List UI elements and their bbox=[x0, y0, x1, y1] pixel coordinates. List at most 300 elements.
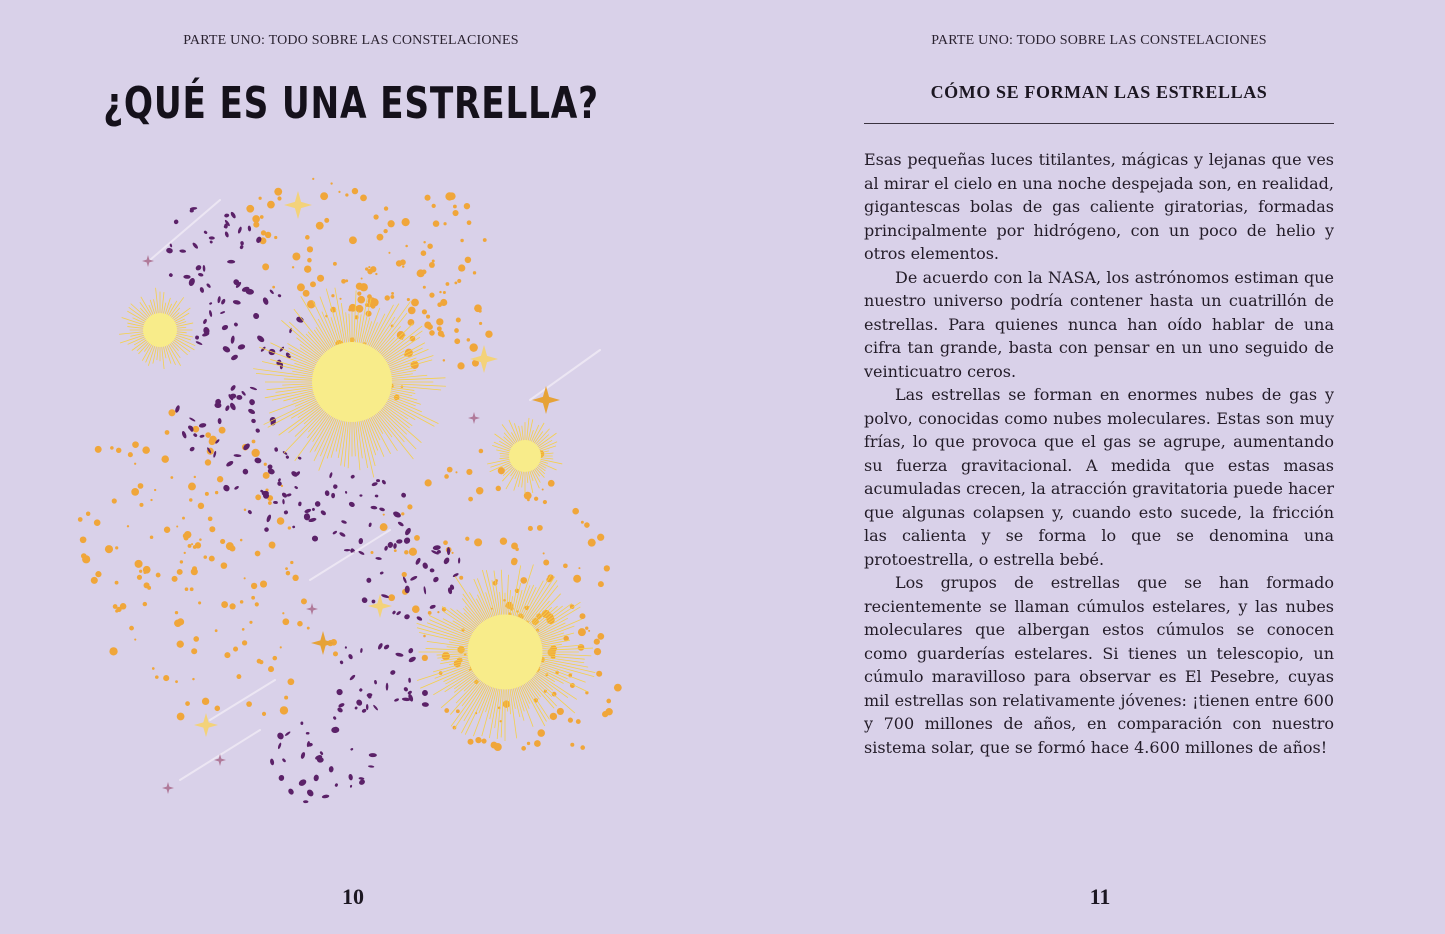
orange-dust-dot bbox=[229, 545, 235, 551]
orange-dust-dot bbox=[255, 551, 261, 557]
orange-dust-dot bbox=[221, 601, 228, 608]
orange-dust-dot bbox=[307, 258, 312, 263]
orange-dust-dot bbox=[543, 560, 549, 566]
sparkle-star-icon bbox=[162, 782, 174, 794]
orange-dust-dot bbox=[447, 467, 453, 473]
purple-dust-dot bbox=[423, 586, 426, 594]
right-page bbox=[723, 0, 1445, 934]
orange-dust-dot bbox=[113, 604, 118, 609]
purple-dust-dot bbox=[396, 610, 402, 616]
orange-dust-dot bbox=[259, 660, 263, 664]
orange-dust-dot bbox=[110, 446, 114, 450]
orange-dust-dot bbox=[139, 503, 143, 507]
orange-dust-dot bbox=[244, 508, 247, 511]
orange-dust-dot bbox=[333, 651, 338, 656]
orange-dust-dot bbox=[361, 277, 363, 279]
orange-dust-dot bbox=[409, 548, 417, 556]
purple-dust-dot bbox=[339, 531, 347, 537]
orange-dust-dot bbox=[341, 279, 346, 284]
purple-dust-dot bbox=[206, 283, 212, 289]
purple-dust-dot bbox=[403, 686, 409, 692]
purple-dust-dot bbox=[348, 501, 356, 508]
orange-dust-dot bbox=[242, 628, 245, 631]
purple-dust-dot bbox=[358, 550, 365, 555]
purple-dust-dot bbox=[350, 748, 354, 751]
orange-dust-dot bbox=[307, 627, 310, 630]
orange-dust-dot bbox=[198, 503, 204, 509]
orange-dust-dot bbox=[345, 279, 348, 282]
orange-dust-dot bbox=[268, 666, 274, 672]
starfield-illustration bbox=[60, 160, 690, 820]
purple-dust-dot bbox=[266, 514, 272, 523]
orange-dust-dot bbox=[404, 550, 408, 554]
orange-dust-dot bbox=[401, 512, 404, 515]
orange-dust-dot bbox=[177, 641, 184, 648]
orange-dust-dot bbox=[304, 265, 311, 272]
orange-dust-dot bbox=[568, 718, 573, 723]
purple-dust-dot bbox=[361, 708, 367, 713]
orange-dust-dot bbox=[170, 476, 173, 479]
orange-dust-dot bbox=[454, 328, 459, 333]
orange-dust-dot bbox=[425, 479, 432, 486]
orange-dust-dot bbox=[192, 678, 194, 680]
orange-dust-dot bbox=[263, 472, 270, 479]
orange-dust-dot bbox=[259, 197, 262, 200]
purple-dust-dot bbox=[322, 794, 330, 799]
orange-dust-dot bbox=[548, 480, 555, 487]
purple-dust-dot bbox=[403, 613, 410, 620]
orange-dust-dot bbox=[208, 517, 213, 522]
purple-dust-dot bbox=[334, 783, 338, 787]
orange-dust-dot bbox=[185, 701, 190, 706]
orange-dust-dot bbox=[422, 655, 428, 661]
orange-dust-dot bbox=[260, 580, 267, 587]
orange-dust-dot bbox=[383, 514, 385, 516]
orange-dust-dot bbox=[427, 324, 433, 330]
orange-dust-dot bbox=[468, 739, 474, 745]
purple-dust-dot bbox=[355, 698, 363, 706]
orange-dust-dot bbox=[105, 545, 113, 553]
running-head-right: PARTE UNO: TODO SOBRE LAS CONSTELACIONES bbox=[931, 33, 1267, 48]
sparkle-star-icon bbox=[306, 603, 318, 615]
purple-dust-dot bbox=[333, 484, 339, 490]
purple-dust-dot bbox=[240, 241, 244, 246]
purple-dust-dot bbox=[189, 446, 196, 452]
purple-dust-dot bbox=[218, 418, 222, 424]
purple-dust-dot bbox=[430, 568, 435, 572]
orange-dust-dot bbox=[331, 294, 334, 297]
orange-dust-dot bbox=[139, 570, 142, 573]
sparkle-star-icon bbox=[532, 386, 560, 414]
orange-dust-dot bbox=[576, 719, 581, 724]
body-text bbox=[864, 148, 1334, 759]
orange-dust-dot bbox=[301, 598, 307, 604]
purple-dust-dot bbox=[415, 557, 422, 565]
orange-dust-dot bbox=[527, 499, 530, 502]
orange-dust-dot bbox=[407, 504, 412, 509]
orange-dust-dot bbox=[423, 286, 426, 289]
purple-dust-dot bbox=[222, 484, 231, 493]
orange-dust-dot bbox=[365, 267, 368, 270]
purple-dust-dot bbox=[324, 490, 330, 496]
orange-dust-dot bbox=[532, 618, 539, 625]
orange-dust-dot bbox=[81, 553, 87, 559]
orange-dust-dot bbox=[127, 525, 129, 527]
purple-dust-dot bbox=[395, 652, 404, 657]
purple-dust-dot bbox=[224, 405, 230, 412]
purple-dust-dot bbox=[369, 753, 377, 757]
purple-dust-dot bbox=[400, 492, 407, 499]
purple-dust-dot bbox=[345, 646, 348, 649]
orange-dust-dot bbox=[194, 476, 196, 478]
purple-dust-dot bbox=[312, 508, 316, 512]
orange-dust-dot bbox=[457, 362, 464, 369]
paragraph-4: Los grupos de estrellas que se han formado recientemente se llaman cúmulos estelares, y las nubes moleculares que albergan estos cúmulos se conocen como guarderías estelares. Si tienes un telescopio, un cúmulo maravilloso para observar es El Pesebre, cuyas mil estrellas son relativamente jóvenes: ¡tienen entre 600 y 700 millones de años, en comparación con nuestro sistema solar, que se formó hace 4.600 millones de años! bbox=[864, 573, 1334, 757]
purple-dust-dot bbox=[254, 457, 262, 464]
orange-dust-dot bbox=[277, 196, 281, 200]
orange-dust-dot bbox=[246, 205, 254, 213]
orange-dust-dot bbox=[262, 712, 266, 716]
orange-dust-dot bbox=[458, 264, 465, 271]
orange-dust-dot bbox=[205, 492, 209, 496]
orange-dust-dot bbox=[286, 571, 290, 575]
sparkle-star-icon bbox=[214, 754, 226, 766]
purple-dust-dot bbox=[232, 299, 241, 305]
purple-dust-dot bbox=[225, 460, 234, 468]
purple-dust-dot bbox=[381, 479, 387, 485]
orange-dust-dot bbox=[172, 576, 178, 582]
orange-dust-dot bbox=[604, 565, 610, 571]
orange-dust-dot bbox=[191, 543, 193, 545]
orange-dust-dot bbox=[292, 266, 294, 268]
orange-dust-dot bbox=[348, 308, 351, 311]
orange-dust-dot bbox=[193, 636, 199, 642]
orange-dust-dot bbox=[356, 305, 364, 313]
orange-dust-dot bbox=[236, 674, 241, 679]
orange-dust-dot bbox=[219, 427, 226, 434]
orange-dust-dot bbox=[190, 587, 194, 591]
purple-dust-dot bbox=[393, 543, 397, 549]
orange-dust-dot bbox=[422, 309, 427, 314]
orange-dust-dot bbox=[242, 640, 247, 645]
orange-dust-dot bbox=[220, 539, 225, 544]
purple-dust-dot bbox=[276, 731, 285, 740]
orange-dust-dot bbox=[199, 538, 202, 541]
orange-dust-dot bbox=[134, 463, 136, 465]
purple-dust-dot bbox=[422, 562, 429, 570]
orange-dust-dot bbox=[437, 611, 439, 613]
orange-dust-dot bbox=[177, 569, 183, 575]
orange-dust-dot bbox=[297, 621, 303, 627]
purple-dust-dot bbox=[273, 501, 278, 504]
purple-dust-dot bbox=[282, 758, 287, 763]
purple-dust-dot bbox=[383, 644, 390, 651]
orange-dust-dot bbox=[249, 621, 252, 624]
orange-dust-dot bbox=[534, 497, 538, 501]
purple-dust-dot bbox=[278, 774, 285, 781]
purple-dust-dot bbox=[209, 240, 213, 244]
purple-dust-dot bbox=[350, 785, 353, 788]
purple-dust-dot bbox=[290, 470, 298, 478]
orange-dust-dot bbox=[188, 483, 196, 491]
purple-dust-dot bbox=[208, 310, 212, 317]
purple-dust-dot bbox=[359, 688, 364, 693]
orange-dust-dot bbox=[240, 600, 244, 604]
orange-dust-dot bbox=[292, 575, 298, 581]
orange-dust-dot bbox=[150, 499, 152, 501]
orange-dust-dot bbox=[443, 359, 445, 361]
orange-dust-dot bbox=[479, 449, 484, 454]
purple-dust-dot bbox=[345, 491, 348, 494]
orange-dust-dot bbox=[144, 582, 150, 588]
orange-dust-dot bbox=[78, 517, 83, 522]
orange-dust-dot bbox=[572, 508, 579, 515]
orange-dust-dot bbox=[338, 191, 340, 193]
purple-dust-dot bbox=[358, 777, 364, 780]
purple-dust-dot bbox=[199, 287, 205, 294]
orange-dust-dot bbox=[290, 561, 293, 564]
orange-dust-dot bbox=[522, 578, 524, 580]
orange-dust-dot bbox=[474, 304, 482, 312]
orange-dust-dot bbox=[439, 291, 441, 293]
orange-dust-dot bbox=[274, 188, 282, 196]
purple-dust-dot bbox=[183, 275, 190, 279]
orange-dust-dot bbox=[86, 512, 90, 516]
orange-dust-dot bbox=[441, 334, 445, 338]
purple-dust-dot bbox=[173, 219, 179, 225]
orange-dust-dot bbox=[408, 319, 415, 326]
orange-dust-dot bbox=[134, 639, 136, 641]
orange-dust-dot bbox=[132, 441, 139, 448]
orange-dust-dot bbox=[465, 537, 469, 541]
orange-dust-dot bbox=[391, 292, 394, 295]
orange-dust-dot bbox=[578, 567, 580, 569]
purple-dust-dot bbox=[247, 408, 256, 415]
orange-dust-dot bbox=[284, 696, 288, 700]
purple-dust-dot bbox=[359, 494, 362, 496]
orange-dust-dot bbox=[394, 549, 397, 552]
purple-dust-dot bbox=[358, 538, 363, 545]
orange-dust-dot bbox=[371, 551, 374, 554]
orange-dust-dot bbox=[168, 409, 175, 416]
orange-dust-dot bbox=[192, 566, 197, 571]
orange-dust-dot bbox=[614, 684, 622, 692]
purple-dust-dot bbox=[298, 501, 302, 506]
purple-dust-dot bbox=[298, 778, 308, 787]
purple-dust-dot bbox=[458, 557, 461, 563]
orange-dust-dot bbox=[483, 238, 487, 242]
orange-dust-dot bbox=[453, 205, 457, 209]
purple-dust-dot bbox=[252, 312, 260, 320]
orange-dust-dot bbox=[400, 259, 406, 265]
orange-dust-dot bbox=[475, 737, 481, 743]
purple-dust-dot bbox=[403, 536, 412, 545]
orange-dust-dot bbox=[320, 192, 328, 200]
purple-dust-dot bbox=[304, 508, 312, 514]
orange-dust-dot bbox=[272, 286, 275, 289]
orange-dust-dot bbox=[528, 526, 533, 531]
purple-dust-dot bbox=[255, 428, 261, 434]
orange-dust-dot bbox=[474, 538, 482, 546]
orange-dust-dot bbox=[429, 292, 434, 297]
orange-dust-dot bbox=[385, 295, 390, 300]
purple-dust-dot bbox=[371, 481, 378, 486]
orange-dust-dot bbox=[467, 338, 470, 341]
purple-dust-dot bbox=[408, 678, 411, 683]
orange-dust-dot bbox=[588, 630, 590, 632]
orange-dust-dot bbox=[251, 596, 255, 600]
orange-dust-dot bbox=[373, 214, 378, 219]
orange-dust-dot bbox=[473, 271, 476, 274]
page-number-left: 10 bbox=[342, 884, 364, 909]
purple-dust-dot bbox=[230, 354, 239, 362]
purple-dust-dot bbox=[368, 522, 372, 527]
orange-dust-dot bbox=[503, 700, 510, 707]
purple-dust-dot bbox=[166, 247, 174, 254]
orange-dust-dot bbox=[94, 519, 101, 526]
orange-dust-dot bbox=[305, 235, 310, 240]
orange-dust-dot bbox=[142, 446, 150, 454]
orange-dust-dot bbox=[224, 652, 230, 658]
purple-dust-dot bbox=[181, 430, 187, 439]
orange-dust-dot bbox=[95, 571, 101, 577]
shooting-star-trail bbox=[310, 530, 390, 580]
orange-dust-dot bbox=[205, 459, 211, 465]
orange-dust-dot bbox=[521, 746, 526, 751]
orange-dust-dot bbox=[215, 629, 218, 632]
orange-dust-dot bbox=[184, 552, 186, 554]
purple-dust-dot bbox=[331, 493, 335, 498]
orange-dust-dot bbox=[215, 491, 218, 494]
orange-dust-dot bbox=[188, 544, 192, 548]
orange-dust-dot bbox=[165, 430, 170, 435]
orange-dust-dot bbox=[527, 742, 530, 745]
large-sun-icon bbox=[417, 565, 596, 742]
purple-dust-dot bbox=[397, 521, 404, 527]
orange-dust-dot bbox=[175, 611, 178, 614]
orange-dust-dot bbox=[454, 281, 457, 284]
orange-dust-dot bbox=[112, 498, 117, 503]
orange-dust-dot bbox=[606, 699, 611, 704]
purple-dust-dot bbox=[396, 539, 403, 544]
purple-dust-dot bbox=[168, 272, 173, 277]
orange-dust-dot bbox=[95, 446, 102, 453]
purple-dust-dot bbox=[251, 418, 257, 424]
orange-dust-dot bbox=[412, 605, 420, 613]
purple-dust-dot bbox=[339, 660, 343, 665]
orange-dust-dot bbox=[198, 601, 201, 604]
purple-dust-dot bbox=[269, 289, 275, 295]
orange-dust-dot bbox=[573, 575, 581, 583]
orange-dust-dot bbox=[423, 241, 425, 243]
orange-dust-dot bbox=[244, 577, 246, 579]
orange-dust-dot bbox=[402, 218, 410, 226]
orange-dust-dot bbox=[368, 266, 370, 268]
purple-dust-dot bbox=[247, 509, 252, 515]
purple-dust-dot bbox=[202, 265, 205, 272]
orange-dust-dot bbox=[427, 243, 432, 248]
purple-dust-dot bbox=[209, 302, 213, 305]
purple-dust-dot bbox=[220, 298, 226, 305]
orange-dust-dot bbox=[485, 330, 492, 337]
purple-dust-dot bbox=[350, 474, 355, 479]
orange-dust-dot bbox=[251, 583, 257, 589]
orange-dust-dot bbox=[452, 210, 458, 216]
purple-dust-dot bbox=[284, 731, 291, 737]
orange-dust-dot bbox=[307, 246, 313, 252]
orange-dust-dot bbox=[260, 215, 264, 219]
orange-dust-dot bbox=[432, 259, 435, 262]
purple-dust-dot bbox=[195, 264, 203, 272]
paragraph-2: De acuerdo con la NASA, los astrónomos estiman que nuestro universo podría contener hasta un cuatrillón de estrellas. Para quienes nunca han oído hablar de una cifra tan grande, basta con pensar en un uno seguido de veinticuatro ceros. bbox=[864, 267, 1334, 381]
orange-dust-dot bbox=[287, 678, 294, 685]
purple-dust-dot bbox=[241, 390, 247, 396]
orange-dust-dot bbox=[177, 713, 185, 721]
orange-dust-dot bbox=[414, 535, 420, 541]
orange-dust-dot bbox=[581, 521, 584, 524]
orange-dust-dot bbox=[390, 295, 394, 299]
orange-dust-dot bbox=[377, 234, 384, 241]
orange-dust-dot bbox=[580, 745, 585, 750]
orange-dust-dot bbox=[163, 675, 169, 681]
orange-dust-dot bbox=[202, 698, 209, 705]
orange-dust-dot bbox=[215, 706, 221, 712]
orange-dust-dot bbox=[164, 527, 170, 533]
orange-dust-dot bbox=[366, 311, 372, 317]
section-heading: CÓMO SE FORMAN LAS ESTRELLAS bbox=[930, 82, 1268, 102]
orange-dust-dot bbox=[563, 563, 568, 568]
purple-dust-dot bbox=[360, 648, 363, 653]
purple-dust-dot bbox=[372, 600, 376, 604]
orange-dust-dot bbox=[288, 526, 291, 529]
orange-dust-dot bbox=[388, 220, 395, 227]
purple-dust-dot bbox=[283, 510, 288, 515]
orange-dust-dot bbox=[456, 317, 461, 322]
purple-dust-dot bbox=[193, 433, 198, 438]
orange-dust-dot bbox=[557, 708, 564, 715]
orange-dust-dot bbox=[597, 534, 604, 541]
orange-dust-dot bbox=[217, 476, 223, 482]
orange-dust-dot bbox=[185, 587, 189, 591]
purple-dust-dot bbox=[335, 688, 343, 696]
orange-dust-dot bbox=[180, 560, 183, 563]
purple-dust-dot bbox=[224, 213, 230, 218]
orange-dust-dot bbox=[388, 594, 395, 601]
orange-dust-dot bbox=[402, 265, 404, 267]
shooting-star-trail bbox=[530, 350, 600, 400]
orange-dust-dot bbox=[443, 291, 446, 294]
orange-dust-dot bbox=[174, 619, 182, 627]
orange-dust-dot bbox=[330, 182, 332, 184]
orange-dust-dot bbox=[446, 282, 450, 286]
orange-dust-dot bbox=[405, 245, 408, 248]
orange-dust-dot bbox=[457, 279, 461, 283]
purple-dust-dot bbox=[313, 774, 319, 781]
orange-dust-dot bbox=[550, 713, 557, 720]
purple-dust-dot bbox=[306, 788, 315, 797]
orange-dust-dot bbox=[464, 203, 470, 209]
orange-dust-dot bbox=[285, 567, 288, 570]
orange-dust-dot bbox=[357, 296, 365, 304]
orange-dust-dot bbox=[297, 283, 305, 291]
purple-dust-dot bbox=[304, 513, 311, 521]
purple-dust-dot bbox=[242, 468, 249, 475]
purple-dust-dot bbox=[361, 596, 369, 604]
orange-dust-dot bbox=[267, 201, 275, 209]
purple-dust-dot bbox=[195, 335, 200, 340]
orange-dust-dot bbox=[432, 204, 436, 208]
purple-dust-dot bbox=[222, 345, 232, 354]
